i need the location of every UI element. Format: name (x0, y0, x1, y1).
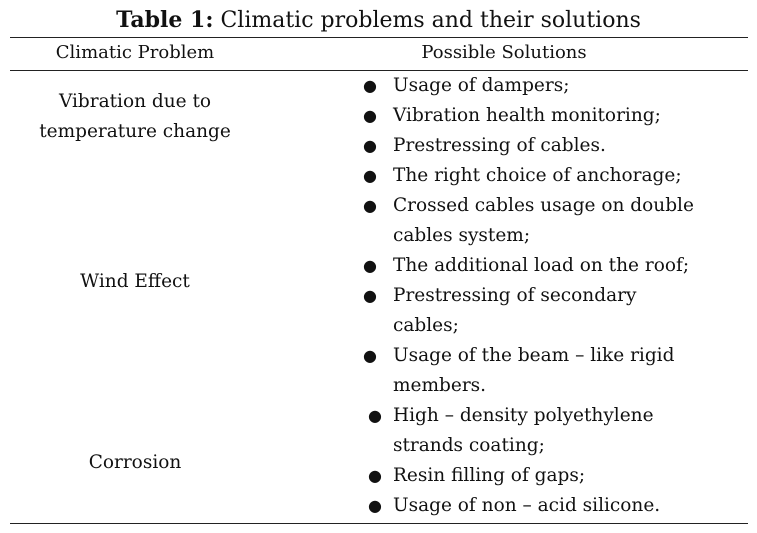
solution-text: Usage of dampers; (393, 75, 570, 96)
table-caption (0, 6, 757, 35)
solution-item (362, 491, 748, 521)
solution-text: Usage of non – acid silicone. (393, 495, 661, 516)
problem-corrosion: Corrosion (88, 452, 182, 473)
solution-text: Resin filling of gaps; (393, 465, 586, 486)
solution-text: Crossed cables usage on double cables system; (393, 195, 694, 246)
solution-text: Prestressing of secondary cables; (393, 285, 637, 336)
solution-item (362, 131, 748, 161)
solution-item (362, 251, 748, 281)
bullet-icon: ● (363, 196, 377, 215)
table-top-rule (10, 37, 748, 38)
bullet-icon: ● (363, 76, 377, 95)
problem-wind: Wind Effect (80, 271, 190, 292)
bullet-icon: ● (363, 286, 377, 305)
solution-item (362, 71, 748, 101)
solution-text: Prestressing of cables. (393, 135, 606, 156)
bullet-icon: ● (363, 136, 377, 155)
solution-text: Vibration health monitoring; (393, 105, 661, 126)
bullet-icon: ● (368, 496, 382, 515)
solution-item (362, 281, 748, 341)
table-caption-text: Climatic problems and their solutions (213, 8, 641, 33)
solution-text: High – density polyethylene strands coating; (393, 405, 654, 456)
bullet-icon: ● (363, 166, 377, 185)
bullet-icon: ● (363, 256, 377, 275)
solutions-list (362, 71, 748, 521)
bullet-icon: ● (368, 466, 382, 485)
solution-item (362, 101, 748, 131)
problem-vibration: Vibration due to temperature change (39, 91, 231, 142)
bullet-icon: ● (363, 346, 377, 365)
solution-text: The additional load on the roof; (393, 255, 690, 276)
solution-text: The right choice of anchorage; (393, 165, 682, 186)
solution-item (362, 461, 748, 491)
solution-item (362, 341, 748, 401)
bullet-icon: ● (368, 406, 382, 425)
column-header-solutions: Possible Solutions (421, 42, 587, 63)
solution-item (362, 401, 748, 461)
solution-item (362, 161, 748, 191)
column-header-problem: Climatic Problem (55, 42, 215, 63)
table-caption-label: Table 1: (116, 7, 214, 33)
table-bottom-rule (10, 523, 748, 524)
bullet-icon: ● (363, 106, 377, 125)
solution-text: Usage of the beam – like rigid members. (393, 345, 675, 396)
solution-item (362, 191, 748, 251)
